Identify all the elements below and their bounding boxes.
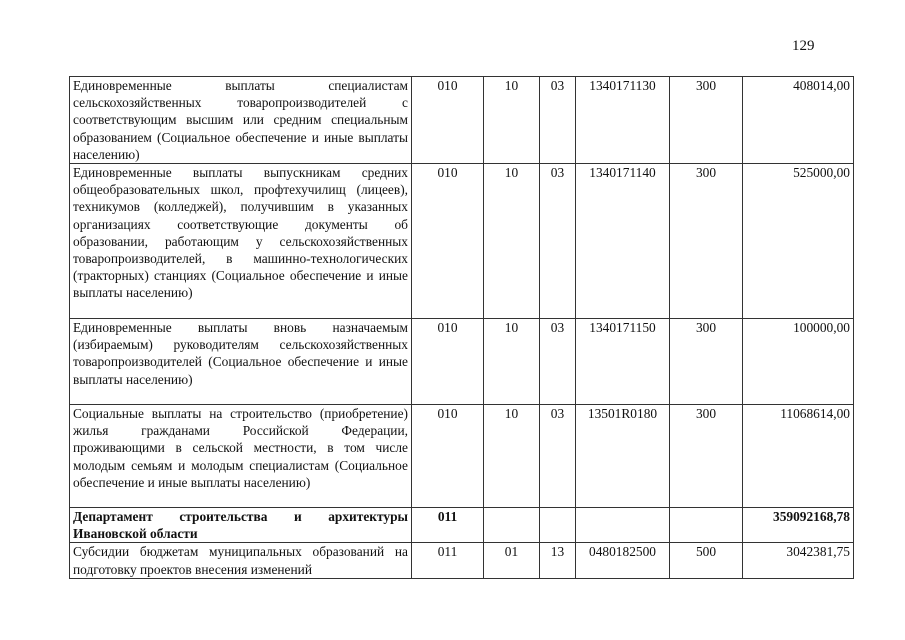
- target-article-cell: [576, 508, 670, 543]
- department-amount-cell: 359092168,78: [743, 508, 854, 543]
- target-article-cell: 0480182500: [576, 543, 670, 578]
- target-article-cell: 1340171140: [576, 164, 670, 319]
- ministry-code-cell: 010: [412, 405, 484, 508]
- target-article-cell: 1340171130: [576, 77, 670, 164]
- table-row: [70, 405, 854, 508]
- target-article-cell: 13501R0180: [576, 405, 670, 508]
- table-row: [70, 77, 854, 164]
- section-code-cell: 01: [484, 543, 540, 578]
- expense-type-cell: 300: [670, 319, 743, 405]
- row-name-cell: Единовременные выплаты выпускникам средних общеобразовательных школ, профтехучилищ (лицеев), техникумов (колледжей), получившим в указанных организациях соответствующие документы об образовании, работающим у сельскохозяйственных товаропроизводителей, в машинно-технологических (тракторных) станциях (Социальное обеспечение и иные выплаты населению): [70, 164, 412, 319]
- department-name-cell: Департамент строительства и архитектуры Ивановской области: [70, 508, 412, 543]
- row-name-cell: Социальные выплаты на строительство (приобретение) жилья гражданами Российской Федерации, проживающими в сельской местности, в том числе молодым семьям и молодым специалистам (Социальное обеспечение и иные выплаты населению): [70, 405, 412, 508]
- ministry-code-cell: 011: [412, 543, 484, 578]
- row-name-cell: Единовременные выплаты вновь назначаемым (избираемым) руководителям сельскохозяйственных товаропроизводителей (Социальное обеспечение и иные выплаты населению): [70, 319, 412, 405]
- amount-cell: 3042381,75: [743, 543, 854, 578]
- page-number: 129: [792, 38, 815, 54]
- subsection-code-cell: 03: [540, 405, 576, 508]
- section-code-cell: 10: [484, 77, 540, 164]
- section-code-cell: [484, 508, 540, 543]
- subsection-code-cell: 13: [540, 543, 576, 578]
- table-row: [70, 319, 854, 405]
- table-row-department: [70, 508, 854, 543]
- amount-cell: 11068614,00: [743, 405, 854, 508]
- subsection-code-cell: 03: [540, 164, 576, 319]
- row-name-cell: Единовременные выплаты специалистам сельскохозяйственных товаропроизводителей с соответствующим высшим или средним специальным образованием (Социальное обеспечение и иные выплаты населению): [70, 77, 412, 164]
- section-code-cell: 10: [484, 164, 540, 319]
- amount-cell: 408014,00: [743, 77, 854, 164]
- ministry-code-cell: 010: [412, 164, 484, 319]
- target-article-cell: 1340171150: [576, 319, 670, 405]
- expense-type-cell: 300: [670, 77, 743, 164]
- amount-cell: 525000,00: [743, 164, 854, 319]
- ministry-code-cell: 010: [412, 77, 484, 164]
- ministry-code-cell: 011: [412, 508, 484, 543]
- table-row: [70, 164, 854, 319]
- ministry-code-cell: 010: [412, 319, 484, 405]
- section-code-cell: 10: [484, 405, 540, 508]
- row-name-cell: Субсидии бюджетам муниципальных образований на подготовку проектов внесения изменений: [70, 543, 412, 578]
- expense-type-cell: 300: [670, 164, 743, 319]
- expense-type-cell: 500: [670, 543, 743, 578]
- expense-type-cell: 300: [670, 405, 743, 508]
- subsection-code-cell: 03: [540, 77, 576, 164]
- table-row: [70, 543, 854, 578]
- amount-cell: 100000,00: [743, 319, 854, 405]
- subsection-code-cell: [540, 508, 576, 543]
- expense-type-cell: [670, 508, 743, 543]
- section-code-cell: 10: [484, 319, 540, 405]
- subsection-code-cell: 03: [540, 319, 576, 405]
- budget-table: [69, 76, 854, 579]
